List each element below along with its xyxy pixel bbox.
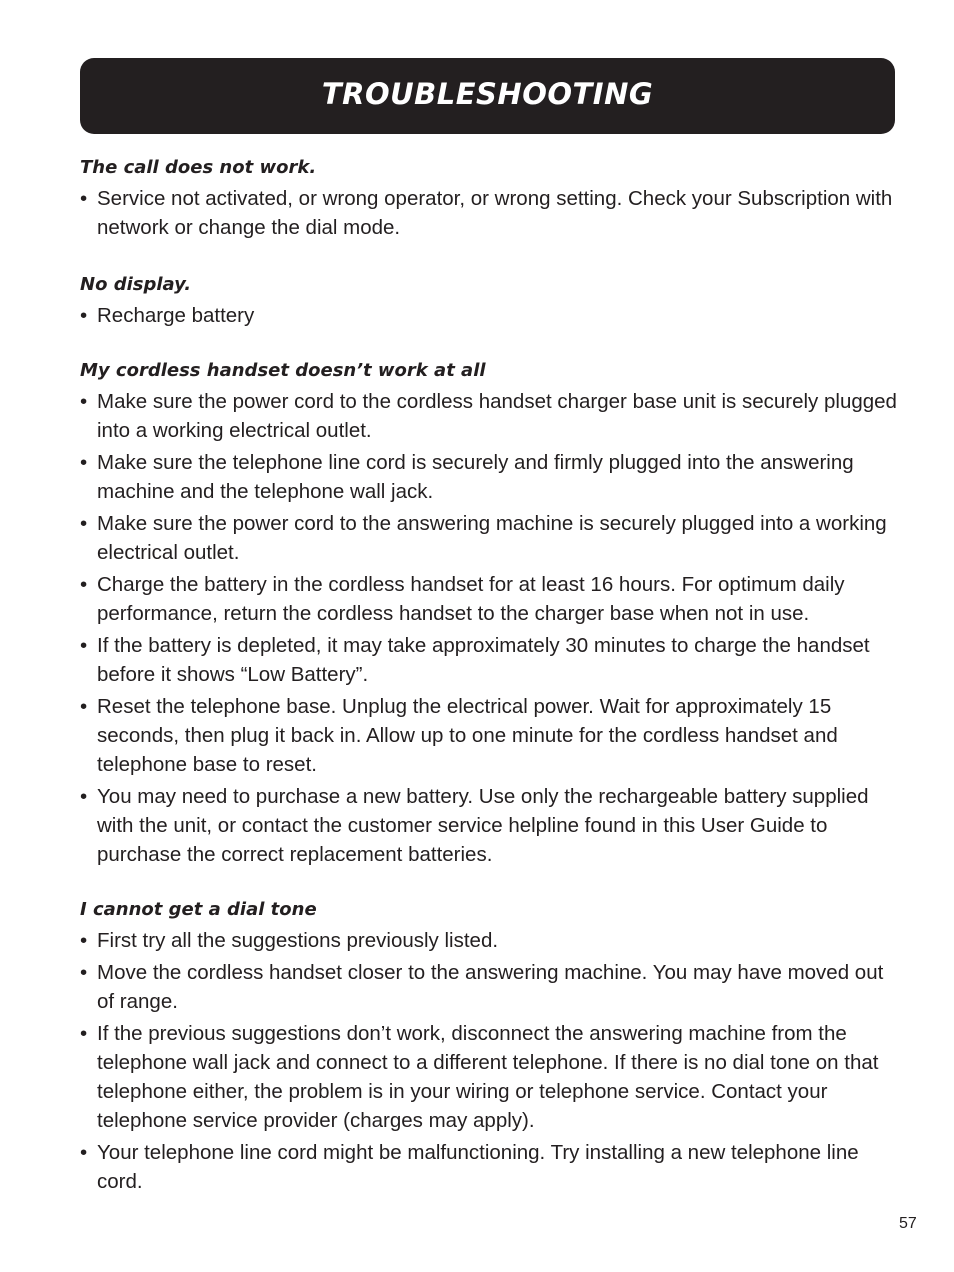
list-item-text: You may need to purchase a new battery. Use only the rechargeable battery supplied with the unit, or contact the customer service helpline found in this User Guide to purchase the correct replacement batteries. — [97, 785, 869, 866]
list-item — [80, 692, 900, 779]
bullet-icon: • — [80, 390, 88, 413]
section-heading: The call does not work. — [80, 157, 317, 178]
list-item — [80, 184, 900, 242]
section-heading: My cordless handset doesn’t work at all — [80, 360, 486, 381]
title-banner — [80, 58, 895, 134]
bullet-icon: • — [80, 1022, 88, 1045]
section-handset-not-working — [80, 359, 900, 872]
section-heading: I cannot get a dial tone — [80, 899, 317, 920]
page-title: TROUBLESHOOTING — [321, 77, 654, 111]
bullet-icon: • — [80, 512, 88, 535]
bullet-icon: • — [80, 187, 88, 210]
bullet-icon: • — [80, 695, 88, 718]
bullet-list — [80, 301, 900, 330]
list-item-text: Make sure the power cord to the cordless handset charger base unit is securely plugged into a working electrical outlet. — [97, 390, 897, 442]
list-item — [80, 570, 900, 628]
bullet-icon: • — [80, 961, 88, 984]
list-item — [80, 387, 900, 445]
bullet-list — [80, 926, 900, 1196]
bullet-list — [80, 387, 900, 869]
list-item-text: Recharge battery — [97, 304, 255, 327]
list-item-text: Make sure the telephone line cord is securely and firmly plugged into the answering machine and the telephone wall jack. — [97, 451, 854, 503]
list-item-text: Move the cordless handset closer to the answering machine. You may have moved out of range. — [97, 961, 884, 1013]
bullet-icon: • — [80, 451, 88, 474]
list-item — [80, 509, 900, 567]
bullet-icon: • — [80, 573, 88, 596]
section-call-does-not-work — [80, 156, 900, 245]
page-number: 57 — [899, 1215, 917, 1232]
list-item — [80, 1019, 900, 1135]
list-item-text: Charge the battery in the cordless handset for at least 16 hours. For optimum daily performance, return the cordless handset to the charger base when not in use. — [97, 573, 845, 625]
bullet-icon: • — [80, 929, 88, 952]
bullet-icon: • — [80, 634, 88, 657]
bullet-icon: • — [80, 785, 88, 808]
bullet-icon: • — [80, 1141, 88, 1164]
list-item-text: If the previous suggestions don’t work, disconnect the answering machine from the telephone wall jack and connect to a different telephone. If there is no dial tone on that telephone either, the problem is in your wiring or telephone service. Contact your telephone service provider (charges may apply). — [97, 1022, 879, 1132]
list-item — [80, 926, 900, 955]
list-item-text: First try all the suggestions previously listed. — [97, 929, 499, 952]
bullet-list — [80, 184, 900, 242]
list-item-text: If the battery is depleted, it may take approximately 30 minutes to charge the handset before it shows “Low Battery”. — [97, 634, 870, 686]
list-item — [80, 631, 900, 689]
list-item-text: Your telephone line cord might be malfunctioning. Try installing a new telephone line cord. — [97, 1141, 859, 1193]
bullet-icon: • — [80, 304, 88, 327]
list-item — [80, 301, 900, 330]
list-item-text: Make sure the power cord to the answering machine is securely plugged into a working electrical outlet. — [97, 512, 887, 564]
list-item — [80, 448, 900, 506]
list-item-text: Service not activated, or wrong operator, or wrong setting. Check your Subscription with network or change the dial mode. — [97, 187, 893, 239]
list-item — [80, 782, 900, 869]
list-item — [80, 1138, 900, 1196]
section-heading: No display. — [80, 274, 192, 295]
section-no-display — [80, 273, 900, 333]
list-item — [80, 958, 900, 1016]
section-no-dial-tone — [80, 898, 900, 1199]
list-item-text: Reset the telephone base. Unplug the electrical power. Wait for approximately 15 seconds, then plug it back in. Allow up to one minute for the cordless handset and telephone base to reset. — [97, 695, 838, 776]
